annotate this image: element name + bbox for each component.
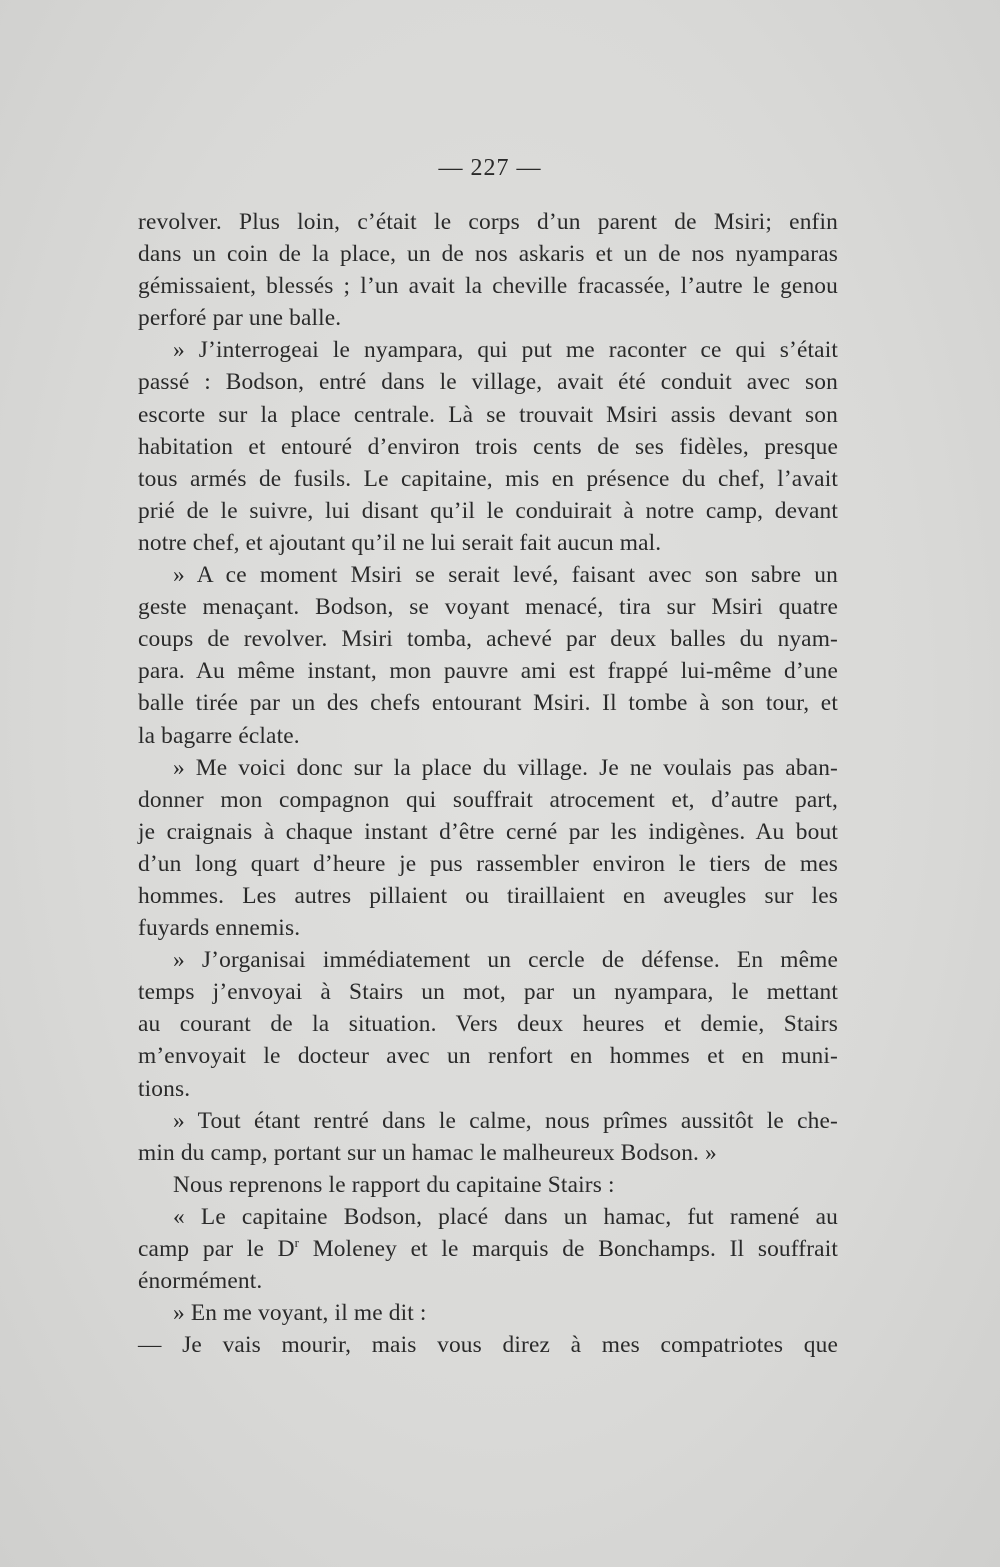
line-end: Moleney et le marquis de Bonchamps. Il souffrait xyxy=(299,1236,838,1262)
text-line: notre chef, et ajoutant qu’il ne lui serait fait aucun mal. xyxy=(138,529,662,556)
text-line: au courant de la situation. Vers deux heures et demie, Stairs xyxy=(138,1011,838,1038)
text-line: la bagarre éclate. xyxy=(138,722,300,749)
text-line: min du camp, portant sur un hamac le malheureux Bodson. » xyxy=(138,1139,717,1166)
text-line: fuyards ennemis. xyxy=(138,915,301,942)
superscript: r xyxy=(294,1235,300,1250)
text-line: passé : Bodson, entré dans le village, avait été conduit avec son xyxy=(138,369,838,396)
text-line: balle tirée par un des chefs entourant Msiri. Il tombe à son tour, et xyxy=(138,690,838,717)
text-line: habitation et entouré d’environ trois cents de ses fidèles, presque xyxy=(138,433,838,460)
text-line: m’envoyait le docteur avec un renfort en hommes et en muni- xyxy=(138,1043,838,1070)
text-line: tions. xyxy=(138,1075,191,1102)
text-line: gémissaient, blessés ; l’un avait la cheville fracassée, l’autre le genou xyxy=(138,273,838,300)
body-text xyxy=(138,206,838,1361)
text-line: « Le capitaine Bodson, placé dans un hamac, fut ramené au xyxy=(173,1203,838,1230)
text-line: — Je vais mourir, mais vous direz à mes compatriotes que xyxy=(138,1332,838,1359)
text-line-with-superscript xyxy=(138,1233,838,1265)
text-line: para. Au même instant, mon pauvre ami est frappé lui-même d’une xyxy=(138,658,838,685)
text-line: coups de revolver. Msiri tomba, achevé par deux balles du nyam- xyxy=(138,626,838,653)
text-line: énormément. xyxy=(138,1268,263,1295)
text-line: dans un coin de la place, un de nos askaris et un de nos nyamparas xyxy=(138,241,838,268)
text-line: revolver. Plus loin, c’était le corps d’un parent de Msiri; enfin xyxy=(138,209,838,235)
text-line: tous armés de fusils. Le capitaine, mis en présence du chef, l’avait xyxy=(138,465,838,492)
text-line: donner mon compagnon qui souffrait atrocement et, d’autre part, xyxy=(138,786,838,813)
text-line: » A ce moment Msiri se serait levé, faisant avec son sabre un xyxy=(173,562,838,589)
text-line: escorte sur la place centrale. Là se trouvait Msiri assis devant son xyxy=(138,401,838,428)
text-line: hommes. Les autres pillaient ou tiraillaient en aveugles sur les xyxy=(138,882,838,909)
page-number: — 227 — xyxy=(438,155,542,181)
text-line: prié de le suivre, lui disant qu’il le conduirait à notre camp, devant xyxy=(138,497,838,524)
text-line: Nous reprenons le rapport du capitaine Stairs : xyxy=(173,1171,615,1198)
text-line: je craignais à chaque instant d’être cerné par les indigènes. Au bout xyxy=(138,818,838,845)
text-line: » J’organisai immédiatement un cercle de défense. En même xyxy=(173,947,838,974)
text-line: » Tout étant rentré dans le calme, nous prîmes aussitôt le che- xyxy=(173,1107,838,1134)
text-line: » En me voyant, il me dit : xyxy=(173,1300,427,1327)
line-start: camp par le D xyxy=(138,1236,295,1262)
text-line: » J’interrogeai le nyampara, qui put me raconter ce qui s’était xyxy=(173,337,838,364)
text-line: d’un long quart d’heure je pus rassembler environ le tiers de mes xyxy=(138,850,838,877)
text-line: temps j’envoyai à Stairs un mot, par un nyampara, le mettant xyxy=(138,979,838,1006)
text-line: perforé par une balle. xyxy=(138,305,342,332)
text-line: » Me voici donc sur la place du village. Je ne voulais pas aban- xyxy=(173,754,838,781)
text-line: geste menaçant. Bodson, se voyant menacé, tira sur Msiri quatre xyxy=(138,594,838,621)
